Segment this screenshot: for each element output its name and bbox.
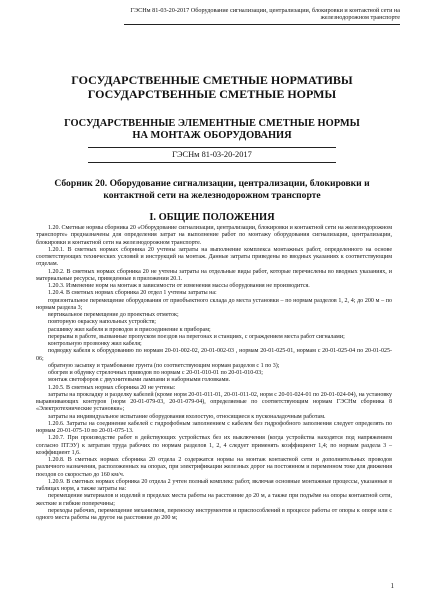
- paragraph: перемещение материалов и изделий в пределах места работы на расстояние до 20 м, а также при подъёме на опоры контактной сети, жесткие и гибкие поперечины;: [36, 493, 392, 507]
- main-title-line-2: ГОСУДАРСТВЕННЫЕ СМЕТНЫЕ НОРМЫ: [87, 87, 337, 101]
- running-header: [100, 7, 400, 22]
- subtitle-line-1: ГОСУДАРСТВЕННЫЕ ЭЛЕМЕНТНЫЕ СМЕТНЫЕ НОРМЫ: [64, 118, 360, 129]
- main-title: [36, 73, 388, 101]
- paragraph: вертикальное перемещение до проектных отметок;: [48, 312, 179, 318]
- subtitle: [36, 118, 388, 142]
- paragraph: 1.20.6. Затраты на соединение кабелей с гидрофобным заполнением с кабелем без гидрофобного заполнения следует определять по нормам 20-01-075-10 по 20-01-075-13.: [36, 420, 392, 434]
- code-rule-bottom: [88, 162, 336, 163]
- paragraph: 1.20.8. В сметных нормах сборника 20 отдела 2 содержатся нормы на монтаж контактной сети и дополнительных проводов различного назначения, расположенных на опорах, при электрификации железных дорог на постоянном и переменном токе для движения поездов со скоростью до 160 км/ч.: [36, 457, 392, 478]
- header-rule: [124, 24, 400, 25]
- paragraph: горизонтальное перемещение оборудования от приобъектного склада до места установки – по нормам разделов 1, 2, 4; до 200 м – по нормам раздела 3;: [36, 297, 392, 311]
- paragraph: 1.20. Сметные нормы сборника 20 «Оборудование сигнализации, централизации, блокировки и контактной сети на железнодорожном транспорте» предназначены для определения затрат на выполнение работ по монтажу оборудования сигнализации, централизации, блокировки и контактной сети на железнодорожном транспорте.: [36, 225, 392, 246]
- collection-title: [36, 178, 388, 202]
- paragraph: расшивку жил кабеля и проводов и присоединение к приборам;: [48, 326, 211, 333]
- paragraph: 1.20.3. Изменение норм на монтаж в зависимости от изменения массы оборудования не производится.: [48, 283, 310, 289]
- section-heading: I. ОБЩИЕ ПОЛОЖЕНИЯ: [149, 212, 275, 223]
- header-line-1: ГЭСНм 81-03-20-2017 Оборудование сигнализации, централизации, блокировки и контактной сети на: [130, 7, 400, 14]
- paragraph: 1.20.2. В сметных нормах сборника 20 не учтены затраты на отдельные виды работ, которые перечислены во вводных указаниях, и материальные ресурсы, приведенные в приложении 20.1.: [36, 268, 392, 282]
- paragraph: 1.20.4. В сметных нормах сборника 20 отдел 1 учтены затраты на:: [48, 290, 217, 297]
- page-number: 1: [390, 582, 394, 590]
- body-text: [36, 225, 392, 522]
- paragraph: 1.20.1. В сметных нормах сборника 20 учтены затраты на выполнение комплекса монтажных работ, определенного на основе соответствующих технических условий и инструкций на монтаж. Данные затраты приведены во вводных указаниях к соответствующим отделам.: [36, 246, 392, 268]
- subtitle-line-2: НА МОНТАЖ ОБОРУДОВАНИЯ: [132, 130, 292, 141]
- paragraph: контрольную прозвонку жил кабеля;: [48, 341, 142, 347]
- paragraph: монтаж светофоров с двухнитевыми лампами и наборными головками.: [48, 377, 231, 384]
- paragraph: повторную окраску напольных устройств;: [48, 319, 156, 326]
- collection-title-line-2: контактной сети на железнодорожном транспорте: [103, 190, 321, 201]
- paragraph: подводку кабеля к оборудованию по нормам 20-01-002-02, 20-01-002-03 , нормам 20-01-025-01, нормам с 20-01-025-04 по 20-01-025-06;: [36, 348, 392, 362]
- paragraph: обратную засыпку и трамбование грунта (по соответствующим нормам разделов с 1 по 3);: [48, 362, 280, 369]
- header-line-2: железнодорожном транспорте: [320, 14, 400, 22]
- paragraph: перерывы в работе, вызванные пропуском поездов на перегонах и станциях, с ограждением места работ сигналами;: [48, 333, 345, 340]
- main-title-line-1: ГОСУДАРСТВЕННЫЕ СМЕТНЫЕ НОРМАТИВЫ: [71, 73, 353, 87]
- collection-title-line-1: Сборник 20. Оборудование сигнализации, централизации, блокировки и: [54, 178, 370, 189]
- paragraph: 1.20.7. При производстве работ в действующих устройствах без их выключения (когда устройства находятся под напряжением согласно ПТЭУ) к затратам труда рабочих по нормам разделов 1, 2, 4 следует применять коэффициент 1,4; по нормам раздела 3 – коэффициент 1,6.: [36, 435, 392, 456]
- paragraph: 1.20.9. В сметных нормах сборника 20 отдела 2 учтен полный комплекс работ, включая основные монтажные процессы, указанные в таблицах норм, а также затраты на:: [36, 478, 392, 492]
- paragraph: затраты на прокладку и разделку кабелей (кроме норм 20-01-011-01, 20-01-011-02, норм с 20-01-024-01 по 20-01-024-04), на установку выравнивающих контуров (норм 20-01-079-03, 20-01-079-04), определяемые по соответствующим нормам ГЭСНм сборника 8 «Электротехнические установки»;: [36, 391, 392, 413]
- paragraph: переходы рабочих, перемещение механизмов, переноску инструментов и приспособлений в процессе работы от опоры к опоре или с одного места работы на другое на расстояние до 200 м;: [36, 507, 392, 521]
- document-code: ГЭСНм 81-03-20-2017: [172, 150, 252, 159]
- paragraph: затраты на индивидуальное испытание оборудования вхолостую, относящиеся к пусконаладочным работам.: [48, 413, 326, 420]
- paragraph: 1.20.5. В сметных нормах сборника 20 не учтены:: [48, 384, 176, 391]
- code-rule-top: [88, 147, 336, 148]
- paragraph: обогрев и обдувку стрелочных приводов по нормам с 20-01-010-01 по 20-01-010-03;: [48, 370, 263, 376]
